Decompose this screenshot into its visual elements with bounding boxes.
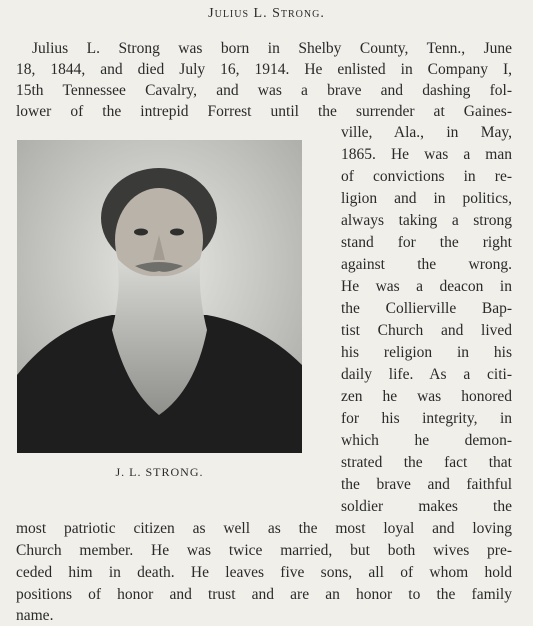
text-line: always taking a strong [341, 212, 512, 229]
text-line: zen he was honored [341, 388, 512, 405]
text-line: tist Church and lived [341, 322, 512, 339]
text-line: which he demon- [341, 432, 512, 449]
text-line: Church member. He was twice married, but both wives pre- [16, 542, 512, 559]
text-line: Julius L. Strong was born in Shelby County, Tenn., June [32, 40, 512, 57]
text-line: for his integrity, in [341, 410, 512, 427]
text-line: the brave and faithful [341, 476, 512, 493]
text-line: daily life. As a citi- [341, 366, 512, 383]
text-line: the Collierville Bap- [341, 300, 512, 317]
text-line: 18, 1844, and died July 16, 1914. He enlisted in Company I, [16, 61, 512, 78]
text-line: stand for the right [341, 234, 512, 251]
text-line: ceded him in death. He leaves five sons, all of whom hold [16, 564, 512, 581]
text-line: ville, Ala., in May, [341, 124, 512, 141]
text-line: name. [16, 607, 54, 624]
portrait-photo [17, 140, 302, 453]
article-heading: Julius L. Strong. [208, 6, 325, 21]
text-line: soldier makes the [341, 498, 512, 515]
text-line: ligion and in politics, [341, 190, 512, 207]
text-line: 1865. He was a man [341, 146, 512, 163]
text-line: most patriotic citizen as well as the most loyal and loving [16, 520, 512, 537]
text-line: lower of the intrepid Forrest until the surrender at Gaines- [16, 103, 512, 120]
text-line: of convictions in re- [341, 168, 512, 185]
photo-caption: J. L. STRONG. [115, 465, 204, 479]
text-line: He was a deacon in [341, 278, 512, 295]
text-line: his religion in his [341, 344, 512, 361]
text-line: against the wrong. [341, 256, 512, 273]
text-line: positions of honor and trust and are an honor to the family [16, 586, 512, 603]
text-line: strated the fact that [341, 454, 512, 471]
text-line: 15th Tennessee Cavalry, and was a brave and dashing fol- [16, 82, 512, 99]
